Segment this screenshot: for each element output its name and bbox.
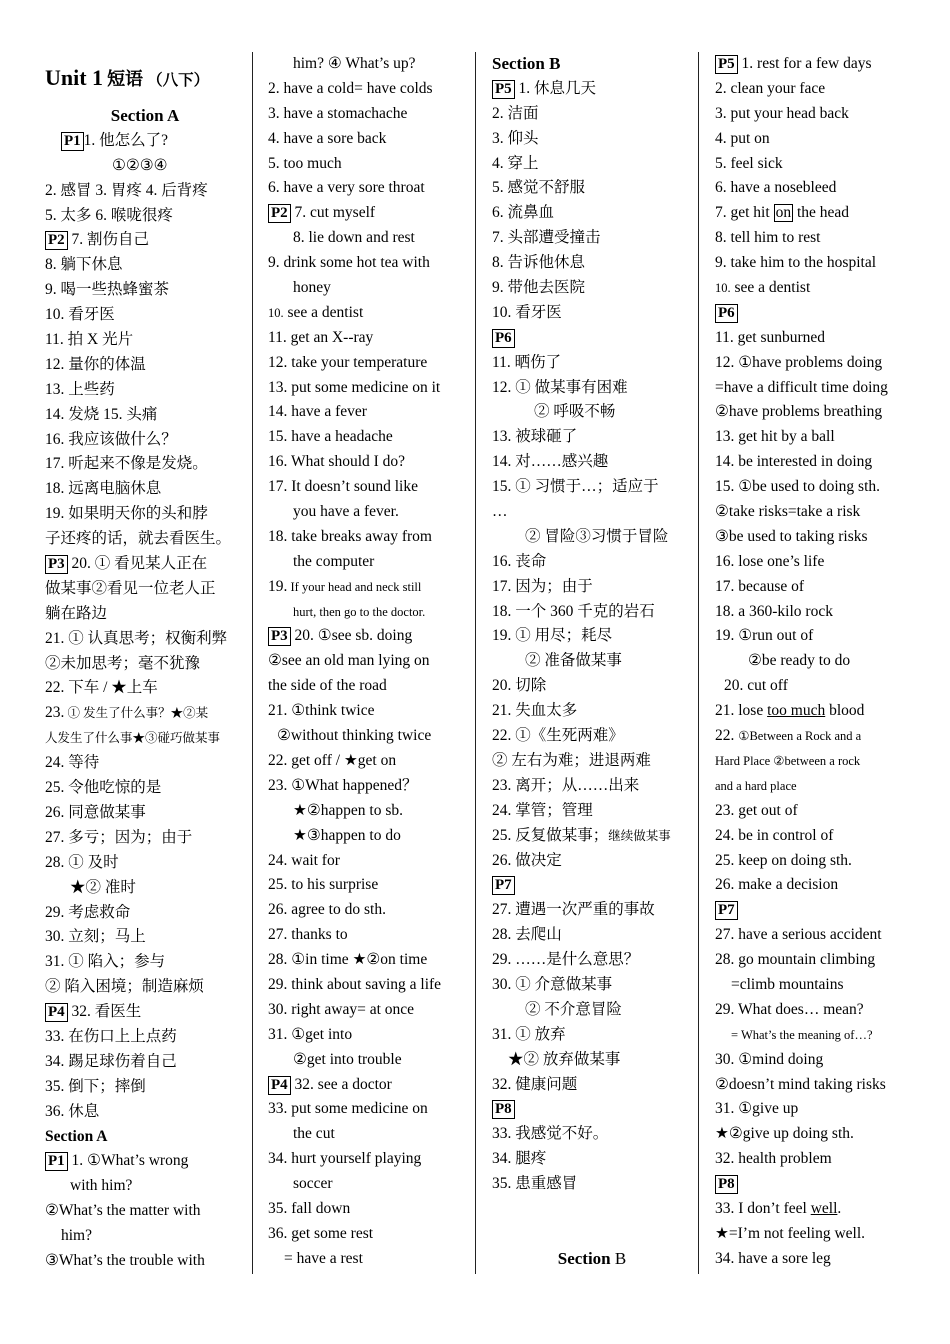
list-item: soccer <box>293 1175 333 1193</box>
list-item: 11. get an X--ray <box>268 328 374 346</box>
list-item: 12. ① 做某事有困难 <box>492 378 628 396</box>
page-tag: P7 <box>715 901 738 920</box>
list-item <box>715 898 915 923</box>
list-item: 21. ① 认真思考；权衡利弊 <box>45 629 228 647</box>
list-item: 26. 同意做某事 <box>45 803 146 821</box>
list-item: and a hard place <box>715 778 797 793</box>
list-item: 20. cut off <box>724 677 788 695</box>
list-item: 20. 切除 <box>492 677 547 695</box>
list-item: 28. ①in time ★②on time <box>268 951 428 969</box>
list-item: 31. ①get into <box>268 1025 353 1043</box>
list-item: 9. 带他去医院 <box>492 279 586 297</box>
list-item: P1 1. ①What’s wrong <box>45 1149 245 1174</box>
list-item: 26. 做决定 <box>492 851 562 869</box>
list-item: ②get into trouble <box>293 1050 402 1068</box>
list-item: 36. 休息 <box>45 1102 100 1120</box>
list-item: 15. ① 习惯于…；适应于 <box>492 478 659 496</box>
list-item: hurt, then go to the doctor. <box>293 604 426 619</box>
list-item <box>715 301 915 326</box>
list-item: 23. ① 发生了什么事？★②某 <box>45 704 209 722</box>
list-item: 6. have a very sore throat <box>268 179 425 197</box>
list-item: 33. 在伤口上上点药 <box>45 1027 177 1045</box>
list-item: 28. 去爬山 <box>492 926 562 944</box>
list-item: 31. ①give up <box>715 1100 799 1118</box>
list-item: 12. ①have problems doing <box>715 353 883 371</box>
list-item: 11. 晒伤了 <box>492 353 562 371</box>
list-item: ② 左右为难；进退两难 <box>492 751 651 769</box>
list-item: 24. 等待 <box>45 754 100 772</box>
unit-subtitle: 短语 <box>107 69 144 89</box>
list-item: ②未加思考；毫不犹豫 <box>45 654 201 672</box>
section-heading: Section A <box>110 106 180 125</box>
list-item: 35. 患重感冒 <box>492 1175 578 1193</box>
list-item: 4. put on <box>715 129 770 147</box>
list-item: 22. get off / ★get on <box>268 751 397 769</box>
list-item: 27. have a serious accident <box>715 926 882 944</box>
list-item: him? ④ What’s up? <box>293 55 416 72</box>
list-item: … <box>492 503 508 521</box>
list-item: 34. have a sore leg <box>715 1249 831 1267</box>
list-item: ★②give up doing sth. <box>715 1125 854 1143</box>
list-item: 26. make a decision <box>715 876 839 894</box>
list-item: 3. put your head back <box>715 104 849 122</box>
page-tag: P6 <box>715 304 738 323</box>
list-item: 9. take him to the hospital <box>715 254 877 272</box>
column-divider <box>475 52 476 1274</box>
list-item: 18. 一个 360 千克的岩石 <box>492 602 655 620</box>
list-item: 14. have a fever <box>268 403 367 421</box>
list-item: 9. drink some hot tea with <box>268 254 430 272</box>
list-item: 16. 我应该做什么？ <box>45 430 177 448</box>
list-item: 21. 失血太多 <box>492 702 578 720</box>
page-tag: P6 <box>492 329 515 348</box>
list-item: ★=I’m not feeling well. <box>715 1224 866 1242</box>
list-item: 34. 踢足球伤着自己 <box>45 1052 177 1070</box>
list-item: 3. 仰头 <box>492 129 539 147</box>
list-item: 36. get some rest <box>268 1224 374 1242</box>
list-item: 2. have a cold= have colds <box>268 79 433 97</box>
list-item: 5. 太多 6. 喉咙很疼 <box>45 206 173 224</box>
list-item: ②What’s the matter with <box>45 1202 201 1220</box>
list-item: 18. a 360-kilo rock <box>715 602 833 620</box>
list-item: 7. 头部遭受撞击 <box>492 229 601 247</box>
list-item: 25. to his surprise <box>268 876 379 894</box>
list-item: 30. ①mind doing <box>715 1050 824 1068</box>
list-item: 10. see a dentist <box>268 303 364 321</box>
list-item: 15. have a headache <box>268 428 393 446</box>
list-item: P2 7. cut myself <box>268 201 468 226</box>
list-item: 躺在路边 <box>45 604 108 622</box>
list-item: 15. ①be used to doing sth. <box>715 478 881 496</box>
list-item: 22. ①《生死两难》 <box>492 727 624 745</box>
list-item: 17. 听起来不像是发烧。 <box>45 455 208 473</box>
list-item: 13. 被球砸了 <box>492 428 578 446</box>
column-1 <box>45 52 245 1274</box>
list-item <box>492 326 692 351</box>
list-item: 24. 掌管；管理 <box>492 801 593 819</box>
list-item: 6. have a nosebleed <box>715 179 837 197</box>
list-item: 35. 倒下；摔倒 <box>45 1077 146 1095</box>
list-item: 9. 喝一些热蜂蜜茶 <box>45 281 170 299</box>
list-item: 24. wait for <box>268 851 340 869</box>
page-tag: P7 <box>492 876 515 895</box>
list-item: 6. 流鼻血 <box>492 204 555 222</box>
list-item: the computer <box>293 552 375 570</box>
column-4 <box>715 52 915 1272</box>
column-3 <box>492 52 692 1272</box>
list-item: 5. 感觉不舒服 <box>492 179 586 197</box>
list-item: ② 呼吸不畅 <box>534 403 616 421</box>
list-item: 27. 多亏；因为；由于 <box>45 828 193 846</box>
list-item: P4 32. 看医生 <box>45 1000 245 1025</box>
list-item: 8. lie down and rest <box>293 229 415 247</box>
list-item: 18. 远离电脑休息 <box>45 480 162 498</box>
list-item: 27. thanks to <box>268 926 348 944</box>
list-item: 8. tell him to rest <box>715 229 821 247</box>
page-tag: P2 <box>45 231 68 250</box>
list-item: 22. ①Between a Rock and a <box>715 727 862 745</box>
list-item: 19. 如果明天你的头和脖 <box>45 505 208 523</box>
list-item: 17. It doesn’t sound like <box>268 478 418 496</box>
grade-note: （八下） <box>147 72 210 89</box>
section-heading: Section A <box>45 1127 108 1145</box>
list-item: honey <box>293 279 331 297</box>
page-tag: P2 <box>268 204 291 223</box>
list-item: 26. agree to do sth. <box>268 901 386 919</box>
list-item: ② 不介意冒险 <box>525 1000 622 1018</box>
page-tag: P4 <box>45 1003 68 1022</box>
list-item: ★② 准时 <box>70 878 136 896</box>
list-item: 14. 发烧 15. 头痛 <box>45 405 158 423</box>
list-item: 19. If your head and neck still <box>268 577 422 595</box>
list-item: 8. 告诉他休息 <box>492 254 586 272</box>
list-item: = have a rest <box>284 1249 363 1267</box>
list-item: 12. take your temperature <box>268 353 428 371</box>
list-item: 13. get hit by a ball <box>715 428 835 446</box>
list-item: 11. get sunburned <box>715 328 826 346</box>
list-item: 8. 躺下休息 <box>45 256 123 274</box>
list-item: 32. 健康问题 <box>492 1075 578 1093</box>
list-item: 29. think about saving a life <box>268 975 442 993</box>
page-tag: P3 <box>45 555 68 574</box>
list-item: 31. ① 陷入；参与 <box>45 953 166 971</box>
list-item: 11. 拍 X 光片 <box>45 331 134 349</box>
list-item: 3. have a stomachache <box>268 104 408 122</box>
page-tag: P5 <box>715 55 738 74</box>
list-item: 19. ①run out of <box>715 627 814 645</box>
column-divider <box>698 52 699 1274</box>
list-item: P5 1. 休息几天 <box>492 77 692 102</box>
page-tag: P1 <box>61 132 84 151</box>
list-item: ③be used to taking risks <box>715 527 868 545</box>
list-item: 17. because of <box>715 577 805 595</box>
list-item: 人发生了什么事★③碰巧做某事 <box>45 731 221 746</box>
list-item: 10. 看牙医 <box>492 303 562 321</box>
list-item: 5. feel sick <box>715 154 783 172</box>
list-item: 17. 因为；由于 <box>492 577 593 595</box>
list-item: 23. 离开；从……出来 <box>492 776 640 794</box>
column-divider <box>252 52 253 1274</box>
list-item: ★② 放弃做某事 <box>508 1050 621 1068</box>
list-item: 24. be in control of <box>715 826 834 844</box>
unit-title: Unit 1 <box>45 65 104 90</box>
list-item: ②have problems breathing <box>715 403 883 421</box>
list-item: 29. What does… mean? <box>715 1000 864 1018</box>
page-tag: P8 <box>492 1100 515 1119</box>
list-item: = What’s the meaning of…? <box>731 1027 873 1042</box>
list-item: 13. 上些药 <box>45 380 115 398</box>
list-item: 34. 腿疼 <box>492 1150 547 1168</box>
list-item: P3 20. ① 看见某人正在 <box>45 552 245 577</box>
page-tag: P8 <box>715 1175 738 1194</box>
list-item: 23. get out of <box>715 801 798 819</box>
list-item: 32. health problem <box>715 1150 832 1168</box>
list-item: ②doesn’t mind taking risks <box>715 1075 886 1093</box>
list-item: 28. go mountain climbing <box>715 951 876 969</box>
list-item: ★②happen to sb. <box>293 801 404 819</box>
list-item: =have a difficult time doing <box>715 378 888 396</box>
list-item: =climb mountains <box>731 975 844 993</box>
list-item: 子还疼的话，就去看医生。 <box>45 530 232 548</box>
list-item: 14. be interested in doing <box>715 453 873 471</box>
list-item: 25. 令他吃惊的是 <box>45 779 162 797</box>
list-item: the cut <box>293 1125 335 1143</box>
list-item <box>715 1172 915 1197</box>
list-item: 30. right away= at once <box>268 1000 415 1018</box>
list-item: P2 7. 割伤自己 <box>45 228 245 253</box>
page-tag: P4 <box>268 1076 291 1095</box>
list-item: 16. lose one’s life <box>715 552 825 570</box>
page-tag: P1 <box>45 1152 68 1171</box>
list-item: 34. hurt yourself playing <box>268 1150 422 1168</box>
list-item: P5 1. rest for a few days <box>715 52 915 77</box>
list-item: 10. 看牙医 <box>45 306 115 324</box>
list-item: 33. I don’t feel well. <box>715 1199 842 1217</box>
list-item: 27. 遭遇一次严重的事故 <box>492 901 655 919</box>
list-item: ①②③④ <box>112 156 168 174</box>
list-item: ②be ready to do <box>748 652 851 670</box>
list-item: ②see an old man lying on <box>268 652 430 670</box>
list-item: 30. 立刻；马上 <box>45 928 146 946</box>
list-item: 2. clean your face <box>715 79 826 97</box>
list-item <box>492 1097 692 1122</box>
list-item: 12. 量你的体温 <box>45 355 146 373</box>
list-item: 21. ①think twice <box>268 702 375 720</box>
list-item: P4 32. see a doctor <box>268 1073 468 1098</box>
list-item: 28. ① 及时 <box>45 853 119 871</box>
list-item: ② 冒险③习惯于冒险 <box>525 527 669 545</box>
list-item: 33. put some medicine on <box>268 1100 428 1118</box>
list-item: P3 20. ①see sb. doing <box>268 624 468 649</box>
list-item: 2. 感冒 3. 胃疼 4. 后背疼 <box>45 181 208 199</box>
section-heading: Section B <box>557 1248 627 1268</box>
list-item: P1 1. 他怎么了? <box>45 129 245 154</box>
list-item: 22. 下车 / ★上车 <box>45 679 158 697</box>
list-item: 25. keep on doing sth. <box>715 851 852 869</box>
page-tag: P5 <box>492 80 515 99</box>
list-item: ② 陷入困境；制造麻烦 <box>45 978 204 996</box>
list-item: with him? <box>70 1177 133 1195</box>
list-item: 29. ……是什么意思？ <box>492 951 640 969</box>
list-item: 35. fall down <box>268 1199 351 1217</box>
list-item: 23. ①What happened？ <box>268 776 418 794</box>
list-item: ②take risks=take a risk <box>715 503 861 521</box>
list-item: 做某事②看见一位老人正 <box>45 579 216 597</box>
list-item: 21. lose too much blood <box>715 702 865 720</box>
list-item: 2. 洁面 <box>492 104 539 122</box>
list-item: Hard Place ②between a rock <box>715 753 861 768</box>
list-item: 19. ① 用尽；耗尽 <box>492 627 613 645</box>
list-item: the side of the road <box>268 677 387 695</box>
list-item: him? <box>61 1227 92 1245</box>
list-item: 4. 穿上 <box>492 154 539 172</box>
page-tag: P3 <box>268 627 291 646</box>
list-item: ★③happen to do <box>293 826 401 844</box>
list-item: 25. 反复做某事；继续做某事 <box>492 826 671 844</box>
list-item: 4. have a sore back <box>268 129 387 147</box>
list-item: 31. ① 放弃 <box>492 1025 566 1043</box>
list-item: ② 准备做某事 <box>525 652 622 670</box>
list-item: 30. ① 介意做某事 <box>492 975 613 993</box>
list-item: 18. take breaks away from <box>268 527 432 545</box>
list-item: 33. 我感觉不好。 <box>492 1125 609 1143</box>
list-item: ②without thinking twice <box>277 727 432 745</box>
list-item: you have a fever. <box>293 503 399 521</box>
list-item: 7. get hit on the head <box>715 204 850 222</box>
list-item: 14. 对……感兴趣 <box>492 453 609 471</box>
list-item: ③What’s the trouble with <box>45 1251 205 1269</box>
page-title <box>45 52 245 104</box>
list-item: 5. too much <box>268 154 342 172</box>
list-item: 29. 考虑救命 <box>45 903 131 921</box>
section-heading: Section B <box>492 54 561 73</box>
list-item: 13. put some medicine on it <box>268 378 441 396</box>
list-item: 10. see a dentist <box>715 279 811 297</box>
column-2 <box>268 52 468 1272</box>
list-item: 16. 丧命 <box>492 552 547 570</box>
list-item <box>492 873 692 898</box>
list-item: 16. What should I do? <box>268 453 406 471</box>
